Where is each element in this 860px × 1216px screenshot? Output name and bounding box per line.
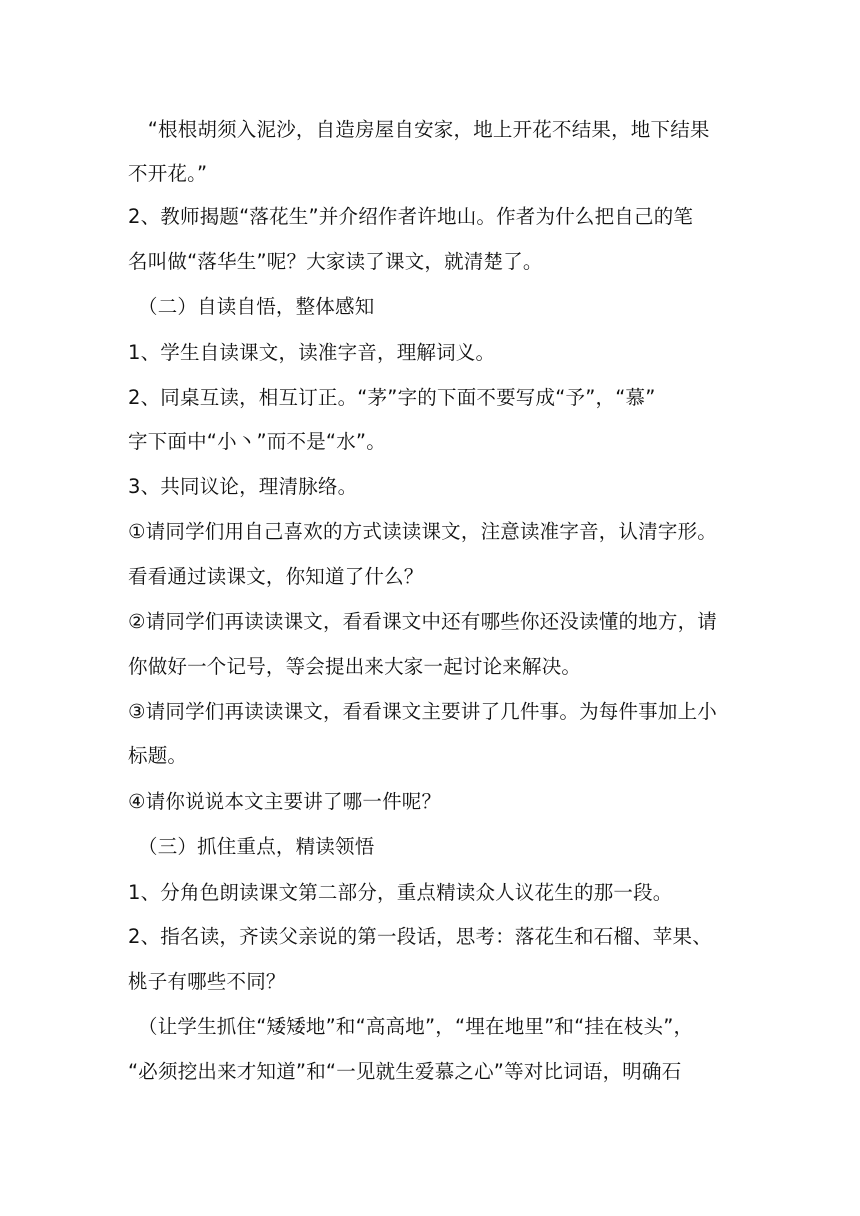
text-line: 2、教师揭题“落花生”并介绍作者许地山。作者为什么把自己的笔: [128, 205, 694, 228]
text-line: 不开花。”: [128, 162, 208, 185]
text-line: ②请同学们再读读课文，看看课文中还有哪些你还没读懂的地方，请: [128, 610, 717, 633]
text-line: 字下面中“小丶”而不是“水”。: [128, 430, 386, 453]
text-line: 你做好一个记号，等会提出来大家一起讨论来解决。: [128, 655, 582, 678]
text-line: 3、共同议论，理清脉络。: [128, 475, 358, 498]
text-line: 名叫做“落华生”呢？大家读了课文，就清楚了。: [128, 250, 543, 273]
text-line: ④请你说说本文主要讲了哪一件呢？: [128, 790, 442, 813]
text-line: “必须挖出来才知道”和“一见就生爱慕之心”等对比词语，明确石: [128, 1060, 682, 1083]
text-line: ①请同学们用自己喜欢的方式读读课文，注意读准字音，认清字形。: [128, 520, 717, 543]
text-line: 1、分角色朗读课文第二部分，重点精读众人议花生的那一段。: [128, 881, 673, 904]
text-line: 2、同桌互读，相互订正。“茅”字的下面不要写成“予”，“慕”: [128, 386, 656, 409]
text-line: 1、学生自读课文，读准字音，理解词义。: [128, 341, 496, 364]
text-line: “根根胡须入泥沙，自造房屋自安家，地上开花不结果，地下结果: [128, 118, 710, 141]
text-line: 标题。: [128, 744, 188, 767]
text-line: 看看通过读课文，你知道了什么？: [128, 565, 424, 588]
text-line: ③请同学们再读读课文，看看课文主要讲了几件事。为每件事加上小: [128, 700, 717, 723]
section-heading: （三）抓住重点，精读领悟: [138, 835, 375, 858]
text-line: （让学生抓住“矮矮地”和“高高地”，“埋在地里”和“挂在枝头”，: [138, 1015, 694, 1038]
section-heading: （二）自读自悟，整体感知: [138, 295, 375, 318]
text-line: 桃子有哪些不同？: [128, 970, 286, 993]
text-line: 2、指名读，齐读父亲说的第一段话，思考：落花生和石榴、苹果、: [128, 925, 712, 948]
